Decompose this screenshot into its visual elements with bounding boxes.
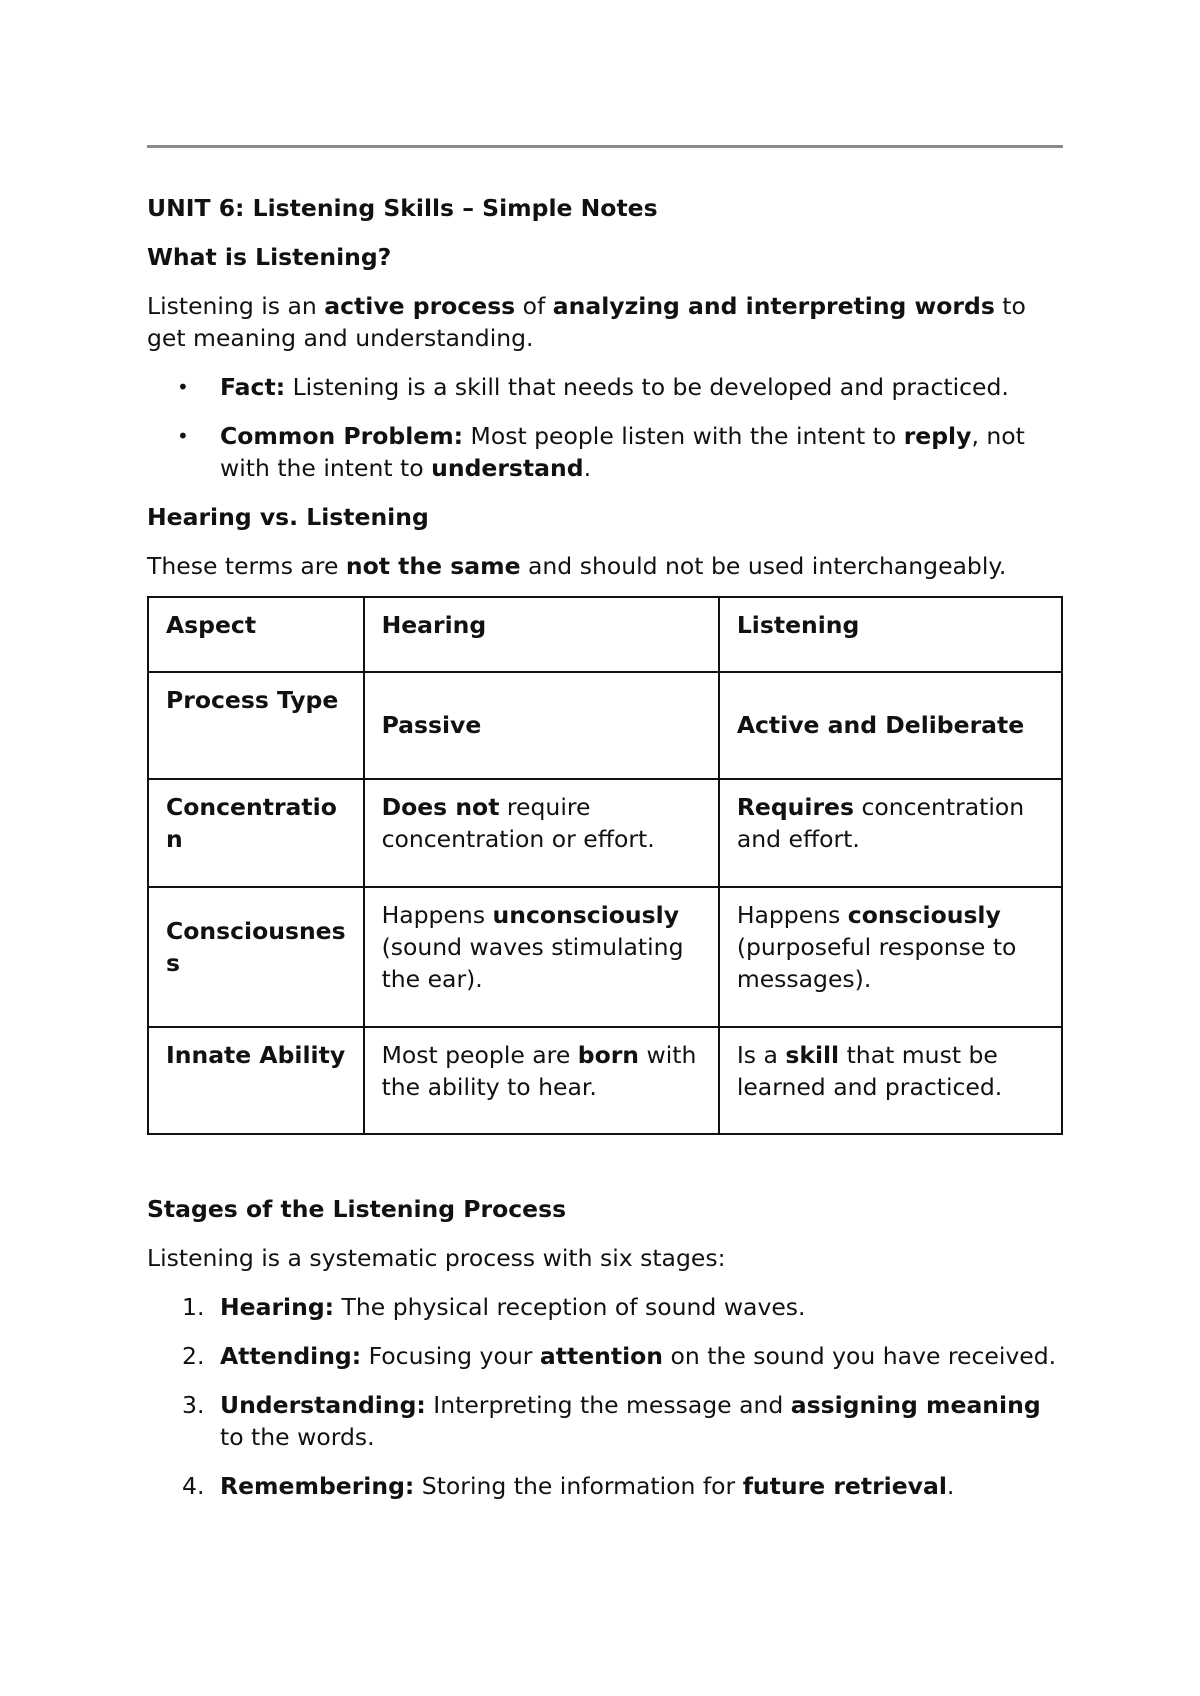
intro-bold-2: analyzing and interpreting words [552,292,995,320]
what-is-listening-heading: What is Listening? [147,243,392,271]
comparison-table [147,596,1063,1135]
list-item [147,1470,1067,1502]
cell-bold: consciously [847,901,1001,929]
list-number: 1. [182,1293,205,1321]
hearing-intro-text-1: These terms are [147,552,346,580]
cell-bold: Requires [736,793,854,821]
table-header-cell: Listening [719,597,1062,672]
cell-bold: Passive [381,711,482,739]
cell-text: with the ability to hear. [381,1041,697,1101]
bullet-label: Common Problem: [220,422,464,450]
cell-text: that must be learned and practiced. [736,1041,1003,1101]
stage-label: Attending: [220,1342,362,1370]
cell-text: (purposeful response to messages). [736,933,1017,993]
list-item [147,1389,1067,1453]
stage-text: to the words. [220,1423,375,1451]
bullet-text: , not with the intent to [220,422,1025,482]
table-cell [364,672,719,779]
cell-text: Happens [381,901,493,929]
table-aspect-cell: Concentration [148,779,364,887]
hearing-vs-listening-heading: Hearing vs. Listening [147,503,429,531]
table-cell [364,779,719,887]
table-cell [364,887,719,1027]
cell-text: concentration and effort. [736,793,1025,853]
stage-text: Storing the information for [414,1472,743,1500]
stages-heading: Stages of the Listening Process [147,1195,567,1223]
unit-title: UNIT 6: Listening Skills – Simple Notes [147,194,658,222]
table-aspect-cell: Consciousness [148,887,364,1027]
bullet-text: Most people listen with the intent to [463,422,904,450]
cell-text: Happens [736,901,848,929]
stage-text: . [946,1472,955,1500]
stage-label: Hearing: [220,1293,335,1321]
cell-bold: Does not [381,793,500,821]
intro-paragraph [147,290,1067,354]
cell-bold: skill [785,1041,840,1069]
list-number: 2. [182,1342,205,1370]
bullet-icon: • [177,424,189,448]
header-rule [147,145,1063,148]
stage-text: Focusing your [361,1342,540,1370]
table-cell [719,1027,1062,1134]
table-row [148,1027,1062,1134]
stage-bold: attention [539,1342,664,1370]
table-cell [364,1027,719,1134]
stage-text: Interpreting the message and [425,1391,791,1419]
table-row [148,672,1062,779]
table-cell [719,779,1062,887]
cell-bold: born [577,1041,640,1069]
bullet-bold: reply [903,422,972,450]
bullet-bold: understand [431,454,584,482]
stage-text: on the sound you have received. [663,1342,1057,1370]
intro-bold-1: active process [324,292,516,320]
list-number: 3. [182,1391,205,1419]
bullet-common-problem [147,420,1067,484]
list-item [147,1291,1067,1323]
cell-text: require concentration or effort. [381,793,655,853]
hearing-intro-text-2: and should not be used interchangeably. [520,552,1007,580]
table-aspect-cell: Innate Ability [148,1027,364,1134]
bullet-text: . [583,454,592,482]
list-number: 4. [182,1472,205,1500]
cell-text: Is a [736,1041,786,1069]
cell-text: Most people are [381,1041,578,1069]
cell-bold: Active and Deliberate [736,711,1025,739]
bullet-fact [147,371,1067,403]
stage-bold: future retrieval [742,1472,947,1500]
table-row [148,887,1062,1027]
table-header-row [148,597,1062,672]
stages-list [147,1291,1067,1502]
intro-text-3: to get meaning and understanding. [147,292,1026,352]
intro-text-2: of [515,292,553,320]
stage-label: Understanding: [220,1391,426,1419]
bullet-text: Listening is a skill that needs to be developed and practiced. [285,373,1009,401]
stage-text: The physical reception of sound waves. [334,1293,806,1321]
table-aspect-cell: Process Type [148,672,364,779]
stage-label: Remembering: [220,1472,415,1500]
cell-text: (sound waves stimulating the ear). [381,933,684,993]
list-item [147,1340,1067,1372]
intro-text-1: Listening is an [147,292,325,320]
bullet-icon: • [177,375,189,399]
bullet-label: Fact: [220,373,286,401]
stages-intro: Listening is a systematic process with six stages: [147,1244,726,1272]
document-body [147,192,1067,1519]
table-cell [719,672,1062,779]
hearing-intro-paragraph [147,550,1067,582]
stage-bold: assigning meaning [790,1391,1041,1419]
table-header-cell: Hearing [364,597,719,672]
hearing-intro-bold: not the same [345,552,521,580]
table-cell [719,887,1062,1027]
cell-bold: unconsciously [492,901,680,929]
table-header-cell: Aspect [148,597,364,672]
bullet-list [147,371,1067,484]
table-row [148,779,1062,887]
